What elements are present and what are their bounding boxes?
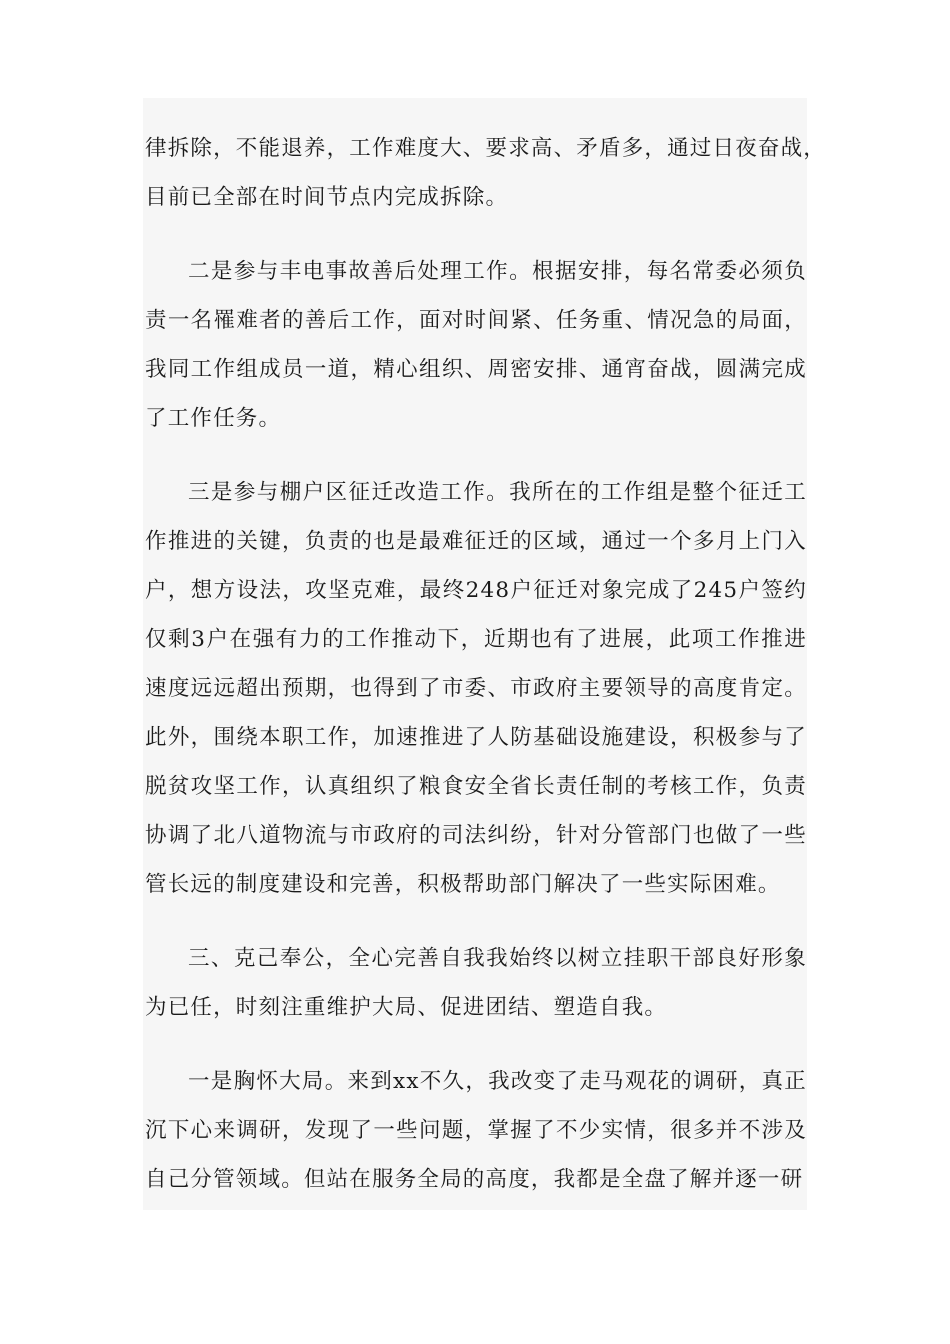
paragraph: 一是胸怀大局。来到xx不久，我改变了走马观花的调研，真正沉下心来调研，发现了一些问题，掌握了不少实情，很多并不涉及自己分管领域。但站在服务全局的高度，我都是全盘了解并逐一研 bbox=[145, 1069, 807, 1192]
paragraph: 二是参与丰电事故善后处理工作。根据安排，每名常委必须负责一名罹难者的善后工作，面对时间紧、任务重、情况急的局面，我同工作组成员一道，精心组织、周密安排、通宵奋战，圆满完成了工作任务。 bbox=[145, 259, 807, 431]
paragraph-line: 律拆除，不能退养，工作难度大、要求高、矛盾多，通过日夜奋战， bbox=[145, 136, 827, 161]
document-body bbox=[145, 124, 827, 1229]
section-heading-paragraph: 三、克己奉公，全心完善自我我始终以树立挂职干部良好形象为已任，时刻注重维护大局、促进团结、塑造自我。 bbox=[145, 946, 807, 1020]
paragraph: 三是参与棚户区征迁改造工作。我所在的工作组是整个征迁工作推进的关键，负责的也是最难征迁的区域，通过一个多月上门入户，想方设法，攻坚克难，最终248户征迁对象完成了245户签约仅剩3户在强有力的工作推动下，近期也有了进展，此项工作推进速度远远超出预期，也得到了市委、市政府主要领导的高度肯定。此外，围绕本职工作，加速推进了人防基础设施建设，积极参与了脱贫攻坚工作，认真组织了粮食安全省长责任制的考核工作，负责协调了北八道物流与市政府的司法纠纷，针对分管部门也做了一些管长远的制度建设和完善，积极帮助部门解决了一些实际困难。 bbox=[145, 480, 807, 897]
paragraph-continued bbox=[145, 124, 827, 222]
paragraph-line: 目前已全部在时间节点内完成拆除。 bbox=[145, 185, 509, 210]
